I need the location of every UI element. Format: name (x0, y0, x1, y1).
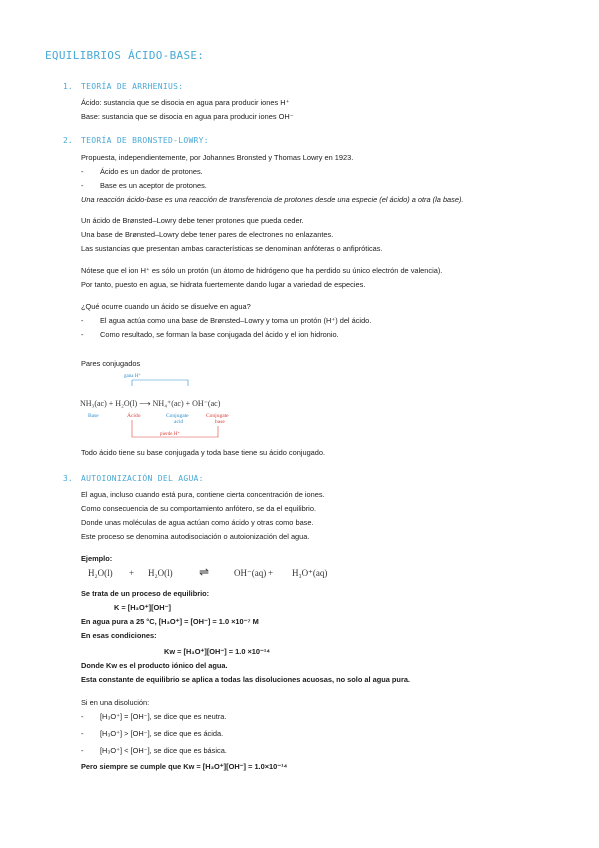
bullet-dash: - (81, 316, 84, 325)
diagram-top-bracket (132, 380, 188, 386)
autoion-line-3: Donde unas moléculas de agua actúan como ácido y otras como base. (81, 518, 314, 527)
section-title-autoionizacion: AUTOIONIZACIÓN DEL AGUA: (81, 474, 204, 483)
donde-kw-line: Donde Kw es el producto iónico del agua. (81, 661, 228, 670)
equation-hydronium: H₃O⁺(aq) (292, 568, 328, 578)
se-trata-line: Se trata de un proceso de equilibrio: (81, 589, 210, 598)
bullet-dash: - (81, 181, 84, 190)
note-line-2: Por tanto, puesto en agua, se hidrata fuertemente dando lugar a variedad de especies. (81, 280, 366, 289)
equation-plus-1: + (129, 568, 135, 578)
diagram-base-label: Base (88, 413, 99, 419)
section-title-arrhenius: TEORÍA DE ARRHENIUS: (81, 82, 184, 91)
question-line: ¿Qué ocurre cuando un ácido se disuelve en agua? (81, 302, 251, 311)
section-title-bronsted: TEORÍA DE BRONSTED-LOWRY: (81, 136, 209, 145)
bronsted-italic-definition: Una reacción ácido-base es una reacción de transferencia de protones desde una especie (el ácido) a otra (la base). (81, 195, 464, 204)
autoion-line-2: Como consecuencia de su comportamiento anfótero, se da el equilibrio. (81, 504, 316, 513)
pares-conjugados-label: Pares conjugados (81, 359, 141, 368)
diagram-conjugate-base-label-2: base (215, 419, 225, 425)
final-kw-line: Pero siempre se cumple que Kw = [H₃O⁺][OH⁻] = 1.0×10⁻¹⁴ (81, 762, 288, 771)
autoion-line-4: Este proceso se denomina autodisociación o autoionización del agua. (81, 532, 310, 541)
arrhenius-base-definition: Base: sustancia que se disocia en agua para producir iones OH⁻ (81, 112, 294, 121)
diagram-conjugate-base-label-1: Conjugate (206, 413, 229, 419)
bronsted-para-2: Una base de Brønsted–Lowry debe tener pares de electrones no enlazantes. (81, 230, 334, 239)
condition-basic: [H₃O⁺] < [OH⁻], se dice que es básica. (100, 746, 227, 755)
k-expression: K = [H₃O⁺][OH⁻] (114, 603, 171, 612)
diagram-loses-proton-label: pierde H⁺ (160, 432, 180, 437)
bullet-dash: - (81, 330, 84, 339)
section-number-1: 1. (63, 82, 73, 91)
conjugate-pairs-diagram (80, 366, 300, 442)
diagram-equation: NH₃(ac) + H₂O(l) ⟶ NH₄⁺(ac) + OH⁻(ac) (80, 399, 221, 408)
bullet-dash: - (81, 712, 84, 721)
diagram-acid-label: Ácido (127, 413, 141, 419)
question-bullet-1: El agua actúa como una base de Brønsted–Lowry y toma un protón (H⁺) del ácido. (100, 316, 372, 325)
arrhenius-acid-definition: Ácido: sustancia que se disocia en agua para producir iones H⁺ (81, 98, 290, 107)
section-number-2: 2. (63, 136, 73, 145)
equation-hydroxide: OH⁻(aq) (234, 568, 267, 578)
bullet-dash: - (81, 729, 84, 738)
bronsted-base-bullet: Base es un aceptor de protones. (100, 181, 207, 190)
section-number-3: 3. (63, 474, 73, 483)
page-title: EQUILIBRIOS ÁCIDO-BASE: (45, 49, 205, 62)
bronsted-para-1: Un ácido de Brønsted–Lowry debe tener protones que pueda ceder. (81, 216, 304, 225)
constante-line: Esta constante de equilibrio se aplica a todas las disoluciones acuosas, no solo al agua pura. (81, 675, 410, 684)
equation-plus-2: + (268, 568, 274, 578)
diagram-conjugate-acid-label-2: acid (174, 419, 184, 425)
bullet-dash: - (81, 167, 84, 176)
bronsted-intro: Propuesta, independientemente, por Johannes Bronsted y Thomas Lowry en 1923. (81, 153, 354, 162)
equation-water-2: H₂O(l) (148, 568, 173, 578)
agua-pura-line: En agua pura a 25 °C, [H₃O⁺] = [OH⁻] = 1.0 ×10⁻⁷ M (81, 617, 259, 626)
bronsted-para-3: Las sustancias que presentan ambas características se denominan anfóteras o anfipróticas. (81, 244, 383, 253)
condition-acid: [H₃O⁺] > [OH⁻], se dice que es ácida. (100, 729, 224, 738)
condition-neutral: [H₃O⁺] = [OH⁻], se dice que es neutra. (100, 712, 227, 721)
equilibrium-arrow-icon: ⇌ (199, 565, 210, 579)
en-esas-line: En esas condiciones: (81, 631, 157, 640)
conjugate-conclusion: Todo ácido tiene su base conjugada y toda base tiene su ácido conjugado. (81, 448, 326, 457)
equation-water-1: H₂O(l) (88, 568, 113, 578)
bullet-dash: - (81, 746, 84, 755)
autoion-line-1: El agua, incluso cuando está pura, contiene cierta concentración de iones. (81, 490, 325, 499)
bronsted-acid-bullet: Ácido es un dador de protones. (100, 167, 203, 176)
si-en-disolucion-label: Si en una disolución: (81, 698, 150, 707)
diagram-gains-proton-label: gana H⁺ (124, 374, 141, 379)
question-bullet-2: Como resultado, se forman la base conjugada del ácido y el ion hidronio. (100, 330, 339, 339)
diagram-conjugate-acid-label-1: Conjugate (166, 413, 189, 419)
ejemplo-label: Ejemplo: (81, 554, 113, 563)
kw-expression: Kw = [H₃O⁺][OH⁻] = 1.0 ×10⁻¹⁴ (164, 647, 271, 656)
note-line-1: Nótese que el ion H⁺ es sólo un protón (un átomo de hidrógeno que ha perdido su único electrón de valencia). (81, 266, 443, 275)
